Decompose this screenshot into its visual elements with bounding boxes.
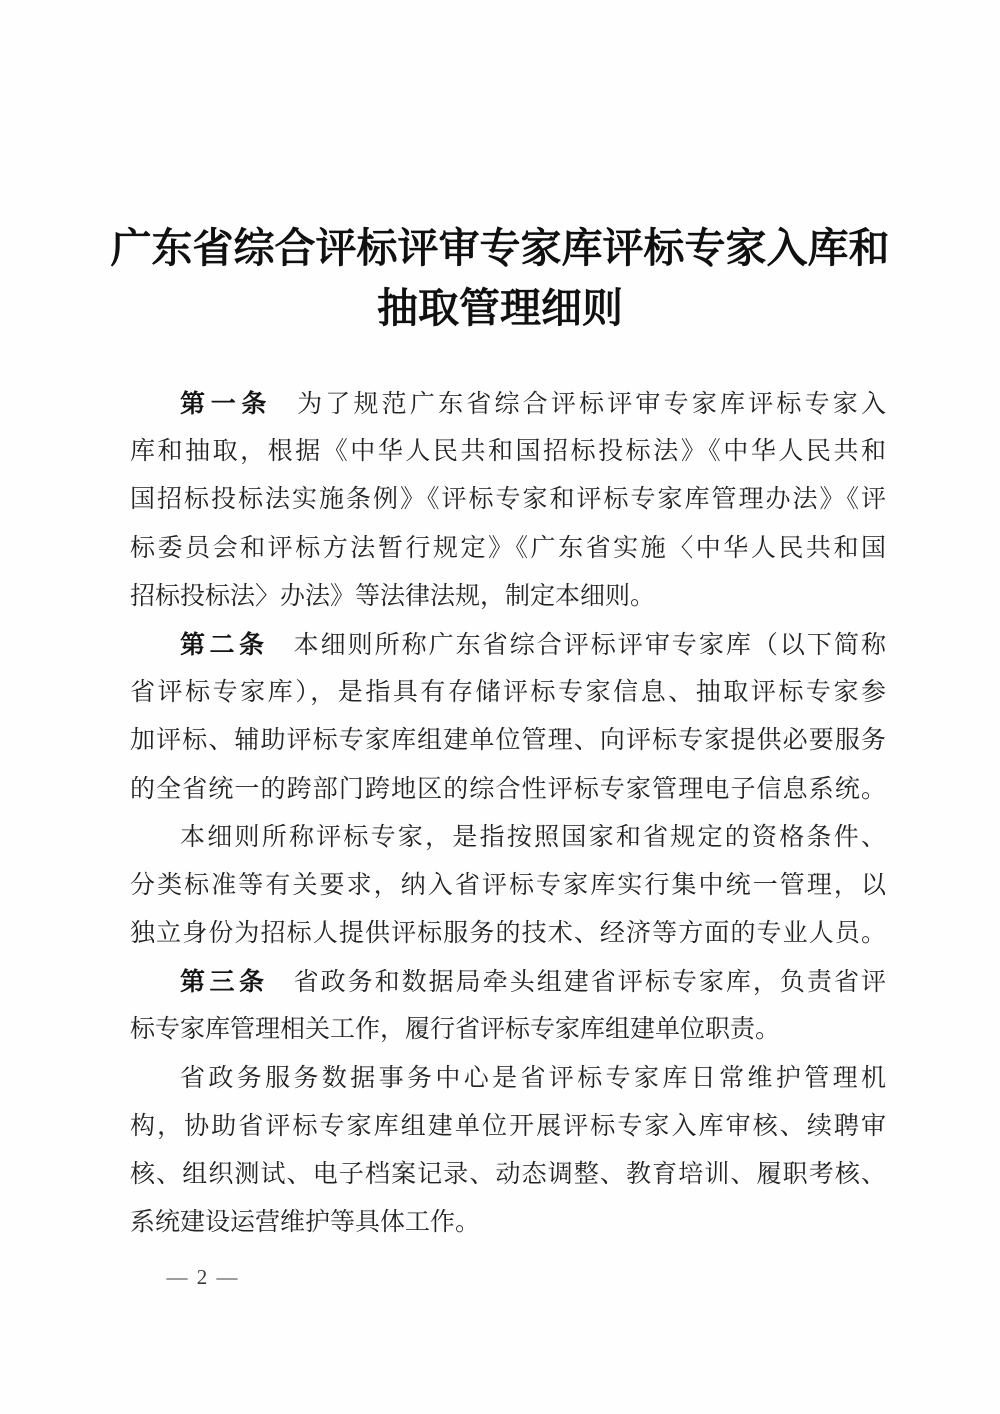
- body-line-text: 国招标投标法实施条例》《评标专家和评标专家库管理办法》《评: [130, 486, 886, 514]
- body-line: [130, 717, 886, 765]
- body-line: [130, 1055, 886, 1103]
- body-line-text: 本细则所称评标专家，是指按照国家和省规定的资格条件、: [180, 823, 886, 851]
- body-line-text: 省政务和数据局牵头组建省评标专家库，负责省评: [293, 969, 886, 997]
- body-line: [130, 958, 886, 1006]
- title-line-2: 抽取管理细则: [377, 285, 623, 331]
- body-line-text: 标委员会和评标方法暂行规定》《广东省实施〈中华人民共和国: [130, 534, 886, 562]
- body-line: [130, 380, 886, 428]
- body-line: [130, 621, 886, 669]
- body-line: [130, 862, 886, 910]
- body-line: [130, 910, 886, 958]
- body-line: [130, 814, 886, 862]
- body-line-text: 的全省统一的跨部门跨地区的综合性评标专家管理电子信息系统。: [130, 775, 886, 803]
- body-line-text: 库和抽取，根据《中华人民共和国招标投标法》《中华人民共和: [130, 438, 886, 466]
- body-line-text: 分类标准等有关要求，纳入省评标专家库实行集中统一管理，以: [130, 871, 886, 899]
- article-number: 第二条: [180, 630, 269, 659]
- body-line: [130, 573, 886, 621]
- document-body: [130, 380, 886, 1247]
- body-line-text: 省政务服务数据事务中心是省评标专家库日常维护管理机: [180, 1064, 886, 1092]
- body-line-text: 招标投标法〉办法》等法律法规，制定本细则。: [130, 582, 656, 610]
- body-line-text: 省评标专家库），是指具有存储评标专家信息、抽取评标专家参: [130, 679, 886, 707]
- body-line-text: 标专家库管理相关工作，履行省评标专家库组建单位职责。: [130, 1016, 781, 1044]
- body-line: [130, 766, 886, 814]
- body-line: [130, 428, 886, 476]
- body-line-text: 为了规范广东省综合评标评审专家库评标专家入: [297, 391, 886, 418]
- body-line-text: 独立身份为招标人提供评标服务的技术、经济等方面的专业人员。: [130, 920, 886, 948]
- body-line-text: 核、组织测试、电子档案记录、动态调整、教育培训、履职考核、: [130, 1161, 886, 1188]
- article-number: 第三条: [180, 968, 269, 997]
- body-line-text: 系统建设运营维护等具体工作。: [130, 1209, 481, 1237]
- body-line-text: 本细则所称广东省综合评标评审专家库（以下简称: [293, 631, 886, 659]
- body-line: [130, 476, 886, 524]
- body-line-text: 构，协助省评标专家库组建单位开展评标专家入库审核、续聘审: [130, 1112, 886, 1140]
- document-title: [60, 218, 940, 338]
- body-line: [130, 1006, 886, 1054]
- body-line: [130, 1199, 886, 1247]
- body-line: [130, 669, 886, 717]
- body-line: [130, 525, 886, 573]
- article-number: 第一条: [180, 390, 273, 418]
- title-line-1: 广东省综合评标评审专家库评标专家入库和: [110, 225, 890, 271]
- body-line: [130, 1103, 886, 1151]
- body-line: [130, 1151, 886, 1199]
- page-number: — 2 —: [166, 1265, 240, 1289]
- body-line-text: 加评标、辅助评标专家库组建单位管理、向评标专家提供必要服务: [130, 727, 886, 755]
